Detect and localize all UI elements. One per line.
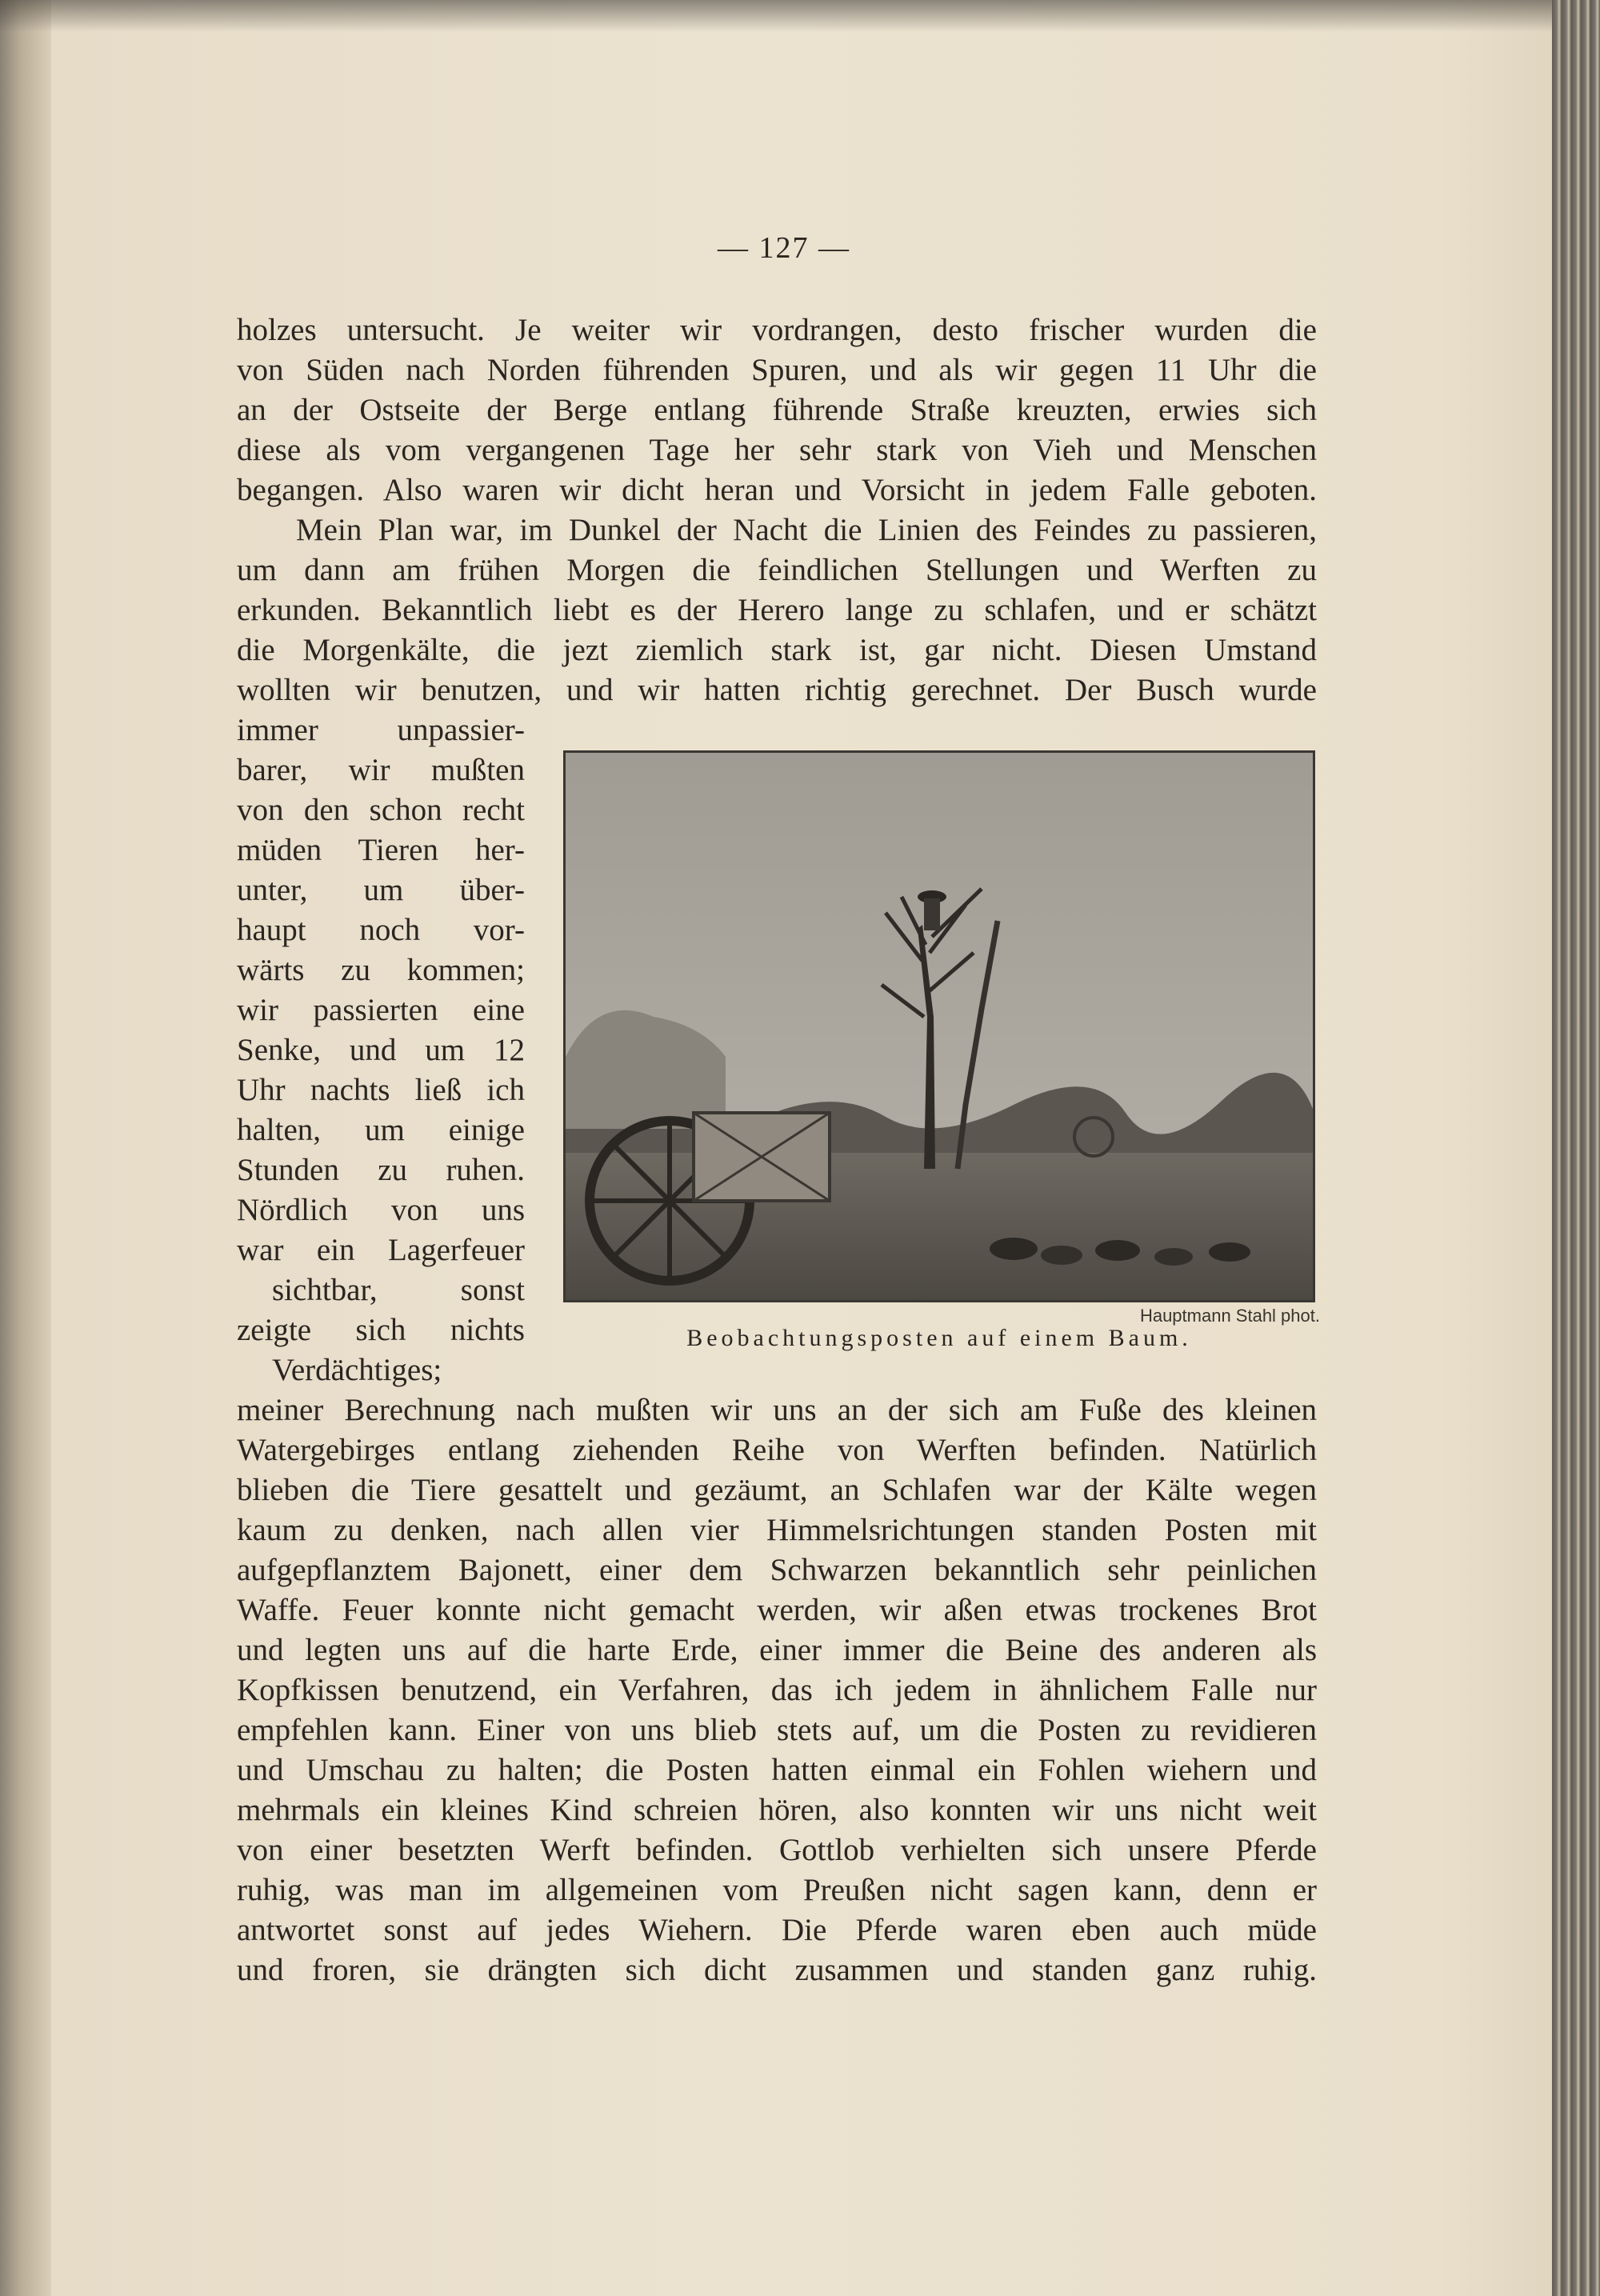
text-line: unter, um über-	[237, 873, 525, 907]
text-line: müden Tieren her-	[237, 833, 525, 867]
text-line: und froren, sie drängten sich dicht zusammen und standen ganz ruhig.	[237, 1953, 1317, 1987]
text-line: Waffe. Feuer konnte nicht gemacht werden, wir aßen etwas trockenes Brot	[237, 1593, 1317, 1627]
text-line: wollten wir benutzen, und wir hatten richtig gerechnet. Der Busch wurde	[237, 673, 1317, 707]
text-line: ruhig, was man im allgemeinen vom Preußen nicht sagen kann, denn er	[237, 1873, 1317, 1907]
text-line: holzes untersucht. Je weiter wir vordrangen, desto frischer wurden die	[237, 313, 1317, 347]
photograph-observation-post	[563, 750, 1315, 1302]
text-line: Senke, und um 12	[237, 1033, 525, 1067]
text-line: von den schon recht	[237, 793, 525, 827]
text-line: blieben die Tiere gesattelt und gezäumt, an Schlafen war der Kälte wegen	[237, 1473, 1317, 1507]
text-line: Mein Plan war, im Dunkel der Nacht die Linien des Feindes zu passieren,	[296, 513, 1317, 547]
text-line: haupt noch vor-	[237, 913, 525, 947]
text-line: erkunden. Bekanntlich liebt es der Herero lange zu schlafen, und er schätzt	[237, 593, 1317, 627]
page-top-shadow	[0, 0, 1552, 32]
page-number: — 127 —	[718, 231, 850, 265]
text-line: halten, um einige	[237, 1113, 525, 1147]
text-line: kaum zu denken, nach allen vier Himmelsrichtungen standen Posten mit	[237, 1513, 1317, 1547]
photo-illustration	[566, 753, 1313, 1300]
text-line: Verdächtiges;	[272, 1353, 442, 1387]
text-line: war ein Lagerfeuer	[237, 1233, 525, 1267]
text-line: Watergebirges entlang ziehenden Reihe von Werften befinden. Natürlich	[237, 1433, 1317, 1467]
text-line: aufgepflanztem Bajonett, einer dem Schwarzen bekanntlich sehr peinlichen	[237, 1553, 1317, 1587]
text-line: Nördlich von uns	[237, 1193, 525, 1227]
text-line: immer unpassier-	[237, 713, 525, 747]
text-line: und Umschau zu halten; die Posten hatten einmal ein Fohlen wiehern und	[237, 1753, 1317, 1787]
page-gutter-edge	[0, 0, 51, 2296]
text-line: Kopfkissen benutzend, ein Verfahren, das ich jedem in ähnlichem Falle nur	[237, 1673, 1317, 1707]
text-line: die Morgenkälte, die jezt ziemlich stark ist, gar nicht. Diesen Umstand	[237, 633, 1317, 667]
text-line: wärts zu kommen;	[237, 953, 525, 987]
text-line: meiner Berechnung nach mußten wir uns an der sich am Fuße des kleinen	[237, 1393, 1317, 1427]
text-line: Stunden zu ruhen.	[237, 1153, 525, 1187]
text-line: um dann am frühen Morgen die feindlichen Stellungen und Werften zu	[237, 553, 1317, 587]
text-line: barer, wir mußten	[237, 753, 525, 787]
text-line: an der Ostseite der Berge entlang führende Straße kreuzten, erwies sich	[237, 393, 1317, 427]
text-line: begangen. Also waren wir dicht heran und Vorsicht in jedem Falle geboten.	[237, 473, 1317, 507]
text-line: und legten uns auf die harte Erde, einer immer die Beine des anderen als	[237, 1633, 1317, 1667]
text-line: von einer besetzten Werft befinden. Gottlob verhielten sich unsere Pferde	[237, 1833, 1317, 1867]
text-line: von Süden nach Norden führenden Spuren, und als wir gegen 11 Uhr die	[237, 353, 1317, 387]
text-line: zeigte sich nichts	[237, 1313, 525, 1347]
text-line: empfehlen kann. Einer von uns blieb stets auf, um die Posten zu revidieren	[237, 1713, 1317, 1747]
figure-caption: Beobachtungsposten auf einem Baum.	[686, 1325, 1192, 1351]
text-line: Uhr nachts ließ ich	[237, 1073, 525, 1107]
photo-credit: Hauptmann Stahl phot.	[1139, 1306, 1320, 1326]
text-line: antwortet sonst auf jedes Wiehern. Die Pferde waren eben auch müde	[237, 1913, 1317, 1947]
text-line: diese als vom vergangenen Tage her sehr stark von Vieh und Menschen	[237, 433, 1317, 467]
text-line: sichtbar, sonst	[272, 1273, 525, 1307]
text-line: wir passierten eine	[237, 993, 525, 1027]
book-binding-edge	[1552, 0, 1600, 2296]
text-line: mehrmals ein kleines Kind schreien hören, also konnten wir uns nicht weit	[237, 1793, 1317, 1827]
